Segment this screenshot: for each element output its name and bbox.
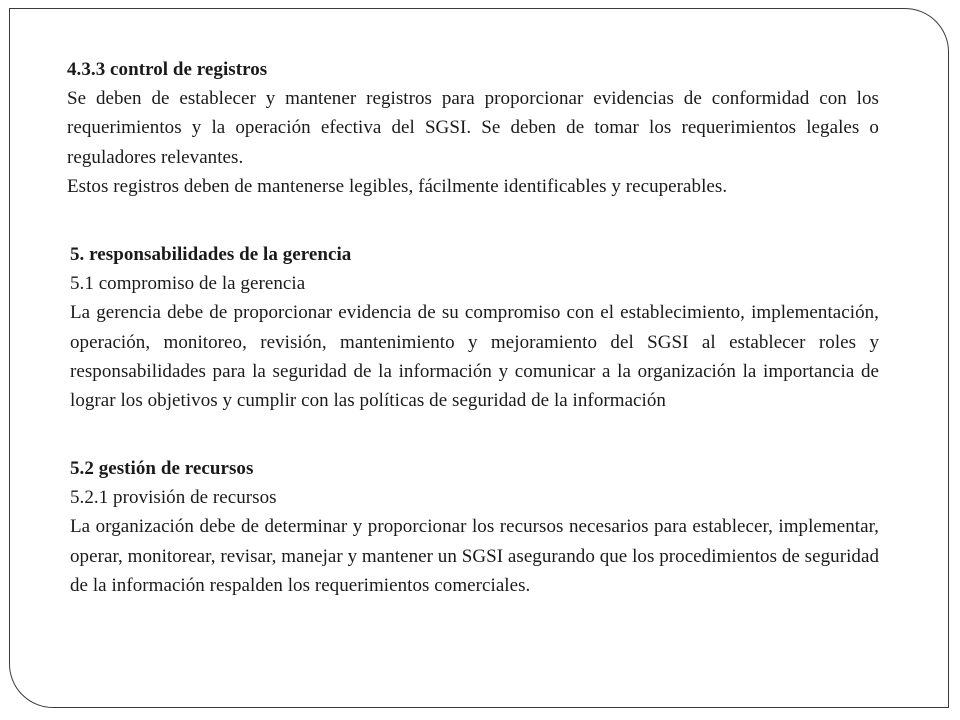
section-paragraph: Se deben de establecer y mantener registros para proporcionar evidencias de conformidad con los requerimientos y la operación efectiva del SGSI. Se deben de tomar los requerimientos legales o reguladores relevantes. bbox=[67, 88, 879, 168]
section-heading: 4.3.3 control de registros bbox=[67, 59, 268, 80]
section-subheading: 5.2.1 provisión de recursos bbox=[70, 487, 277, 509]
section-heading: 5.2 gestión de recursos bbox=[70, 458, 254, 479]
section-control-de-registros bbox=[67, 55, 879, 201]
section-subheading: 5.1 compromiso de la gerencia bbox=[70, 273, 306, 295]
section-paragraph: Estos registros deben de mantenerse legibles, fácilmente identificables y recuperables. bbox=[67, 175, 728, 197]
section-gestion-de-recursos bbox=[70, 454, 879, 600]
section-paragraph: La organización debe de determinar y proporcionar los recursos necesarios para establecer, implementar, operar, monitorear, revisar, manejar y mantener un SGSI asegurando que los procedimientos de seguridad de la información respalden los requerimientos comerciales. bbox=[70, 516, 879, 596]
section-responsabilidades-gerencia bbox=[70, 240, 879, 415]
section-heading: 5. responsabilidades de la gerencia bbox=[70, 244, 352, 265]
section-paragraph: La gerencia debe de proporcionar evidencia de su compromiso con el establecimiento, implementación, operación, monitoreo, revisión, mantenimiento y mejoramiento del SGSI al establecer roles y responsabilidades para la seguridad de la información y comunicar a la organización la importancia de lograr los objetivos y cumplir con las políticas de seguridad de la información bbox=[70, 302, 879, 412]
